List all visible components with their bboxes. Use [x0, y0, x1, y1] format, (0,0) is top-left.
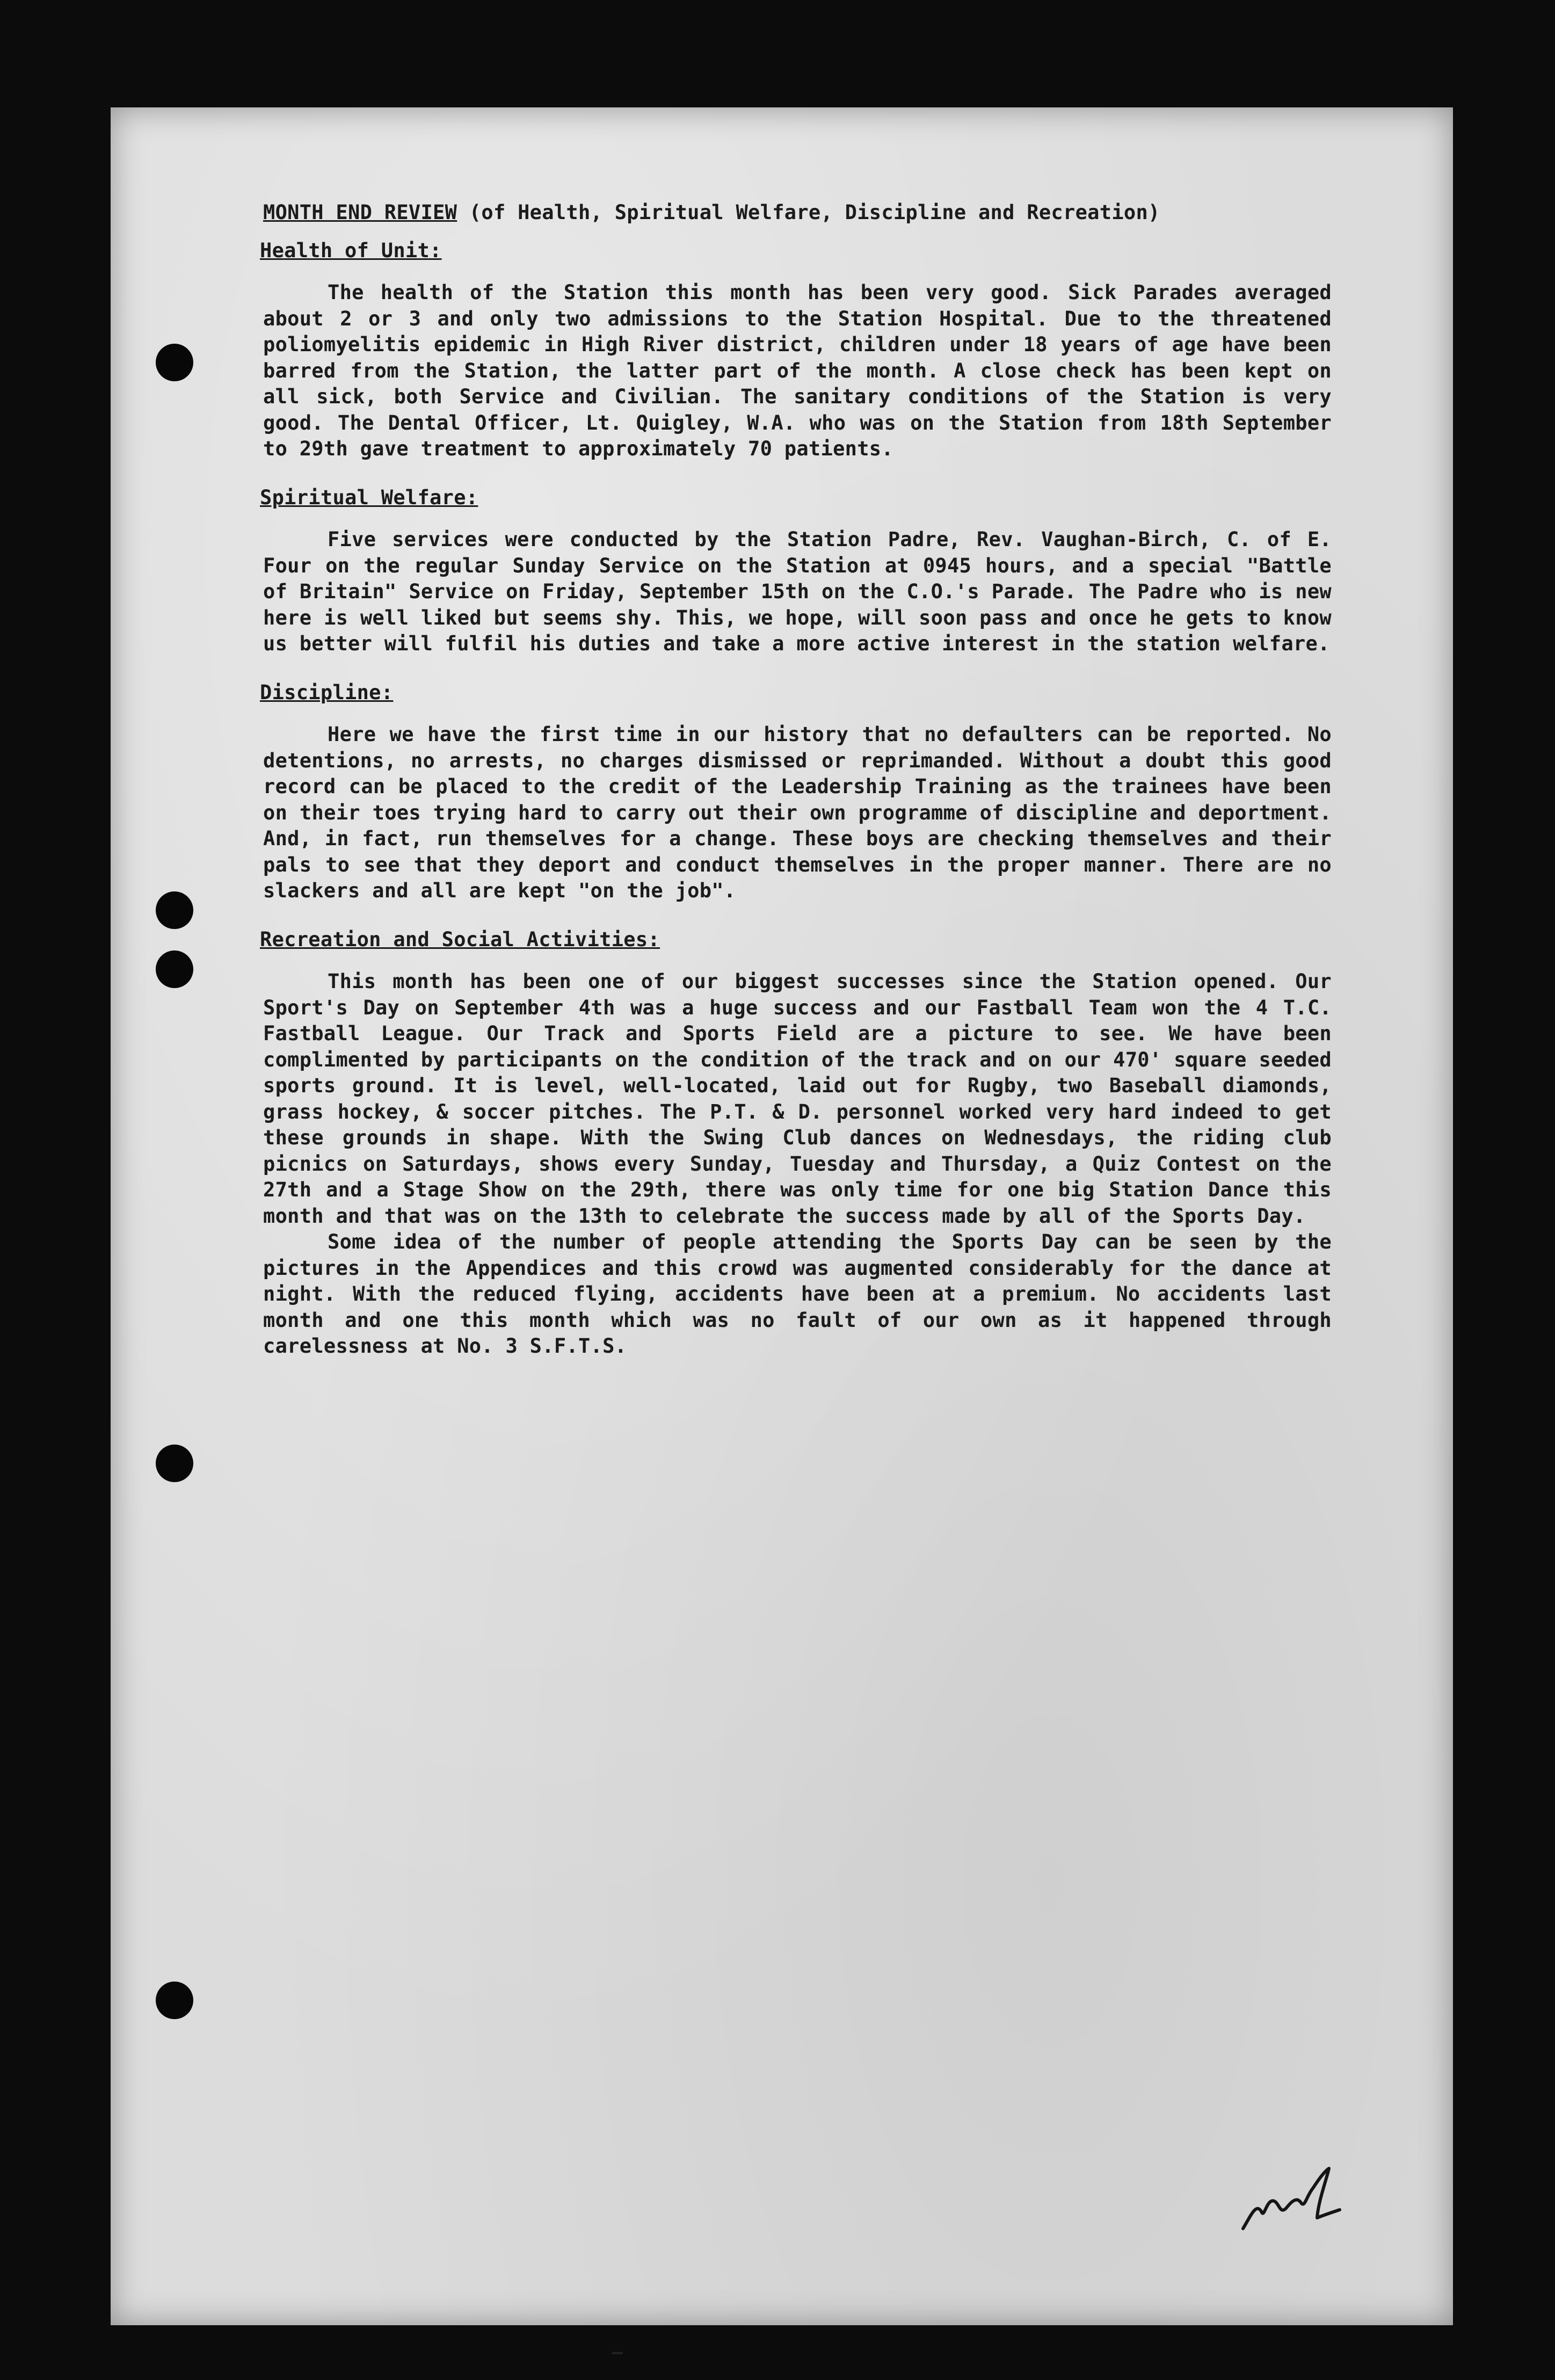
scan-mark: [612, 2352, 623, 2354]
punch-hole: [156, 950, 193, 988]
paragraph-recreation-1: This month has been one of our biggest successes since the Station opened. Our Sport's Day on September 4th was a huge success and our Fastball Team won the 4 T.C. Fastball League. Our Track and Sports Field are a picture to see. We have been complimented by participants on the condition of the track and on our 470' square seeded sports ground. It is level, well-located, laid out for Rugby, two Baseball diamonds, grass hockey, & soccer pitches. The P.T. & D. personnel worked very hard indeed to get these grounds in shape. With the Swing Club dances on Wednesdays, the riding club picnics on Saturdays, shows every Sunday, Tuesday and Thursday, a Quiz Contest on the 27th and a Stage Show on the 29th, there was only time for one big Station Dance this month and that was on the 13th to celebrate the success made by all of the Sports Day.: [263, 970, 1332, 1228]
handwritten-initials-signature: [1238, 2164, 1345, 2234]
document-title: MONTH END REVIEW: [263, 201, 457, 224]
document-title-line: [263, 200, 1332, 226]
section-heading-health: Health of Unit:: [260, 238, 442, 262]
punch-hole: [156, 1982, 193, 2019]
paragraph-health: The health of the Station this month has been very good. Sick Parades averaged about 2 or 3 and only two admissions to the Station Hospital. Due to the threatened poliomyelitis epidemic in High River district, children under 18 years of age have been barred from the Station, the latter part of the month. A close check has been kept on all sick, both Service and Civilian. The sanitary conditions of the Station is very good. The Dental Officer, Lt. Quigley, W.A. who was on the Station from 18th September to 29th gave treatment to approximately 70 patients.: [263, 281, 1332, 460]
punch-hole: [156, 1445, 193, 1482]
punch-hole: [156, 344, 193, 381]
section-heading-spiritual-welfare: Spiritual Welfare:: [260, 485, 478, 509]
punch-hole: [156, 891, 193, 929]
section-heading-discipline: Discipline:: [260, 680, 394, 704]
section-heading-recreation: Recreation and Social Activities:: [260, 927, 660, 951]
paragraph-spiritual-welfare: Five services were conducted by the Station Padre, Rev. Vaughan-Birch, C. of E. Four on the regular Sunday Service on the Station at 0945 hours, and a special "Battle of Britain" Service on Friday, September 15th on the C.O.'s Parade. The Padre who is new here is well liked but seems shy. This, we hope, will soon pass and once he gets to know us better will fulfil his duties and take a more active interest in the station welfare.: [263, 528, 1332, 655]
paragraph-discipline: Here we have the first time in our history that no defaulters can be reported. No detentions, no arrests, no charges dismissed or reprimanded. Without a doubt this good record can be placed to the credit of the Leadership Training as the trainees have been on their toes trying hard to carry out their own programme of discipline and deportment. And, in fact, run themselves for a change. These boys are checking themselves and their pals to see that they deport and conduct themselves in the proper manner. There are no slackers and all are kept "on the job".: [263, 723, 1332, 902]
document-title-suffix: (of Health, Spiritual Welfare, Discipline and Recreation): [457, 201, 1160, 224]
document-body: [260, 200, 1332, 1379]
paragraph-recreation-2: Some idea of the number of people attending the Sports Day can be seen by the pictures in the Appendices and this crowd was augmented considerably for the dance at night. With the reduced flying, accidents have been at a premium. No accidents last month and one this month which was no fault of our own as it happened through carelessness at No. 3 S.F.T.S.: [263, 1230, 1332, 1358]
